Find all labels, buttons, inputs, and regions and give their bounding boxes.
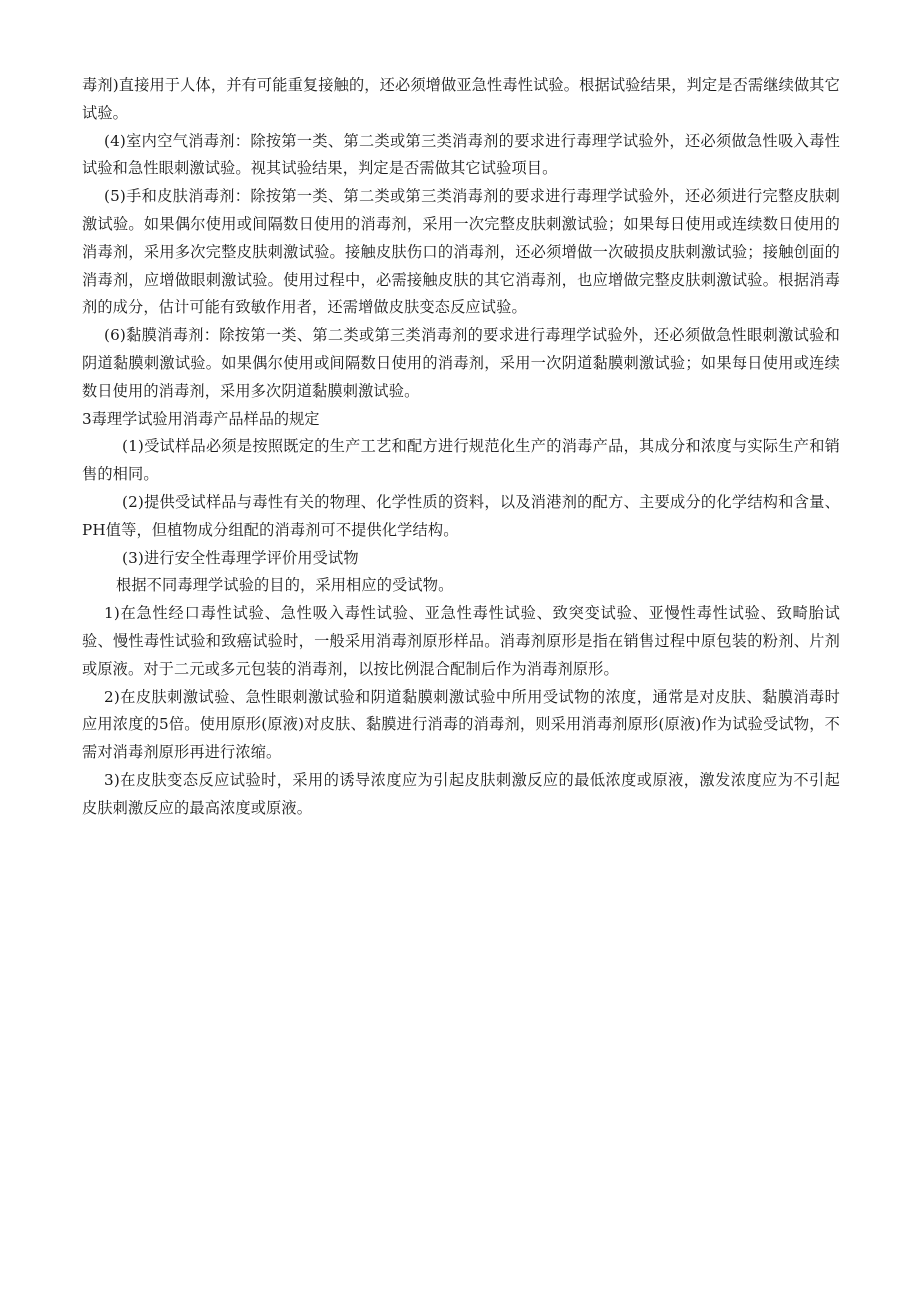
paragraph-item-1: 1)在急性经口毒性试验、急性吸入毒性试验、亚急性毒性试验、致突变试验、亚慢性毒性试验、致畸胎试验、慢性毒性试验和致癌试验时，一般采用消毒剂原形样品。消毒剂原形是指在销售过程中原包装的粉剂、片剂或原液。对于二元或多元包装的消毒剂，以按比例混合配制后作为消毒剂原形。 bbox=[82, 604, 840, 678]
paragraph-item-3: 3)在皮肤变态反应试验时，采用的诱导浓度应为引起皮肤刺激反应的最低浓度或原液，激发浓度应为不引起皮肤刺激反应的最高浓度或原液。 bbox=[82, 770, 840, 817]
paragraph-hand-skin-disinfectant: (5)手和皮肤消毒剂：除按第一类、第二类或第三类消毒剂的要求进行毒理学试验外，还必须进行完整皮肤刺激试验。如果偶尔使用或间隔数日使用的消毒剂，采用一次完整皮肤刺激试验；如果每日使用或连续数日使用的消毒剂，采用多次完整皮肤刺激试验。接触皮肤伤口的消毒剂，还必须增做一次破损皮肤刺激试验；接触创面的消毒剂，应增做眼刺激试验。使用过程中，必需接触皮肤的其它消毒剂，也应增做完整皮肤刺激试验。根据消毒剂的成分，估计可能有致敏作用者，还需增做皮肤变态反应试验。 bbox=[82, 187, 840, 317]
paragraph-item-2: 2)在皮肤刺激试验、急性眼刺激试验和阴道黏膜刺激试验中所用受试物的浓度，通常是对皮肤、黏膜消毒时应用浓度的5倍。使用原形(原液)对皮肤、黏膜进行消毒的消毒剂，则采用消毒剂原形(原液)作为试验受试物，不需对消毒剂原形再进行浓缩。 bbox=[82, 687, 840, 762]
paragraph-mucosa-disinfectant: (6)黏膜消毒剂：除按第一类、第二类或第三类消毒剂的要求进行毒理学试验外，还必须做急性眼刺激试验和阴道黏膜刺激试验。如果偶尔使用或间隔数日使用的消毒剂，采用一次阴道黏膜刺激试验；如果每日使用或连续数日使用的消毒剂，采用多次阴道黏膜刺激试验。 bbox=[82, 326, 840, 400]
paragraph-sample-requirement-3: (3)进行安全性毒理学评价用受试物 bbox=[122, 548, 359, 567]
paragraph-indoor-air-disinfectant: (4)室内空气消毒剂：除按第一类、第二类或第三类消毒剂的要求进行毒理学试验外，还必须做急性吸入毒性试验和急性眼刺激试验。视其试验结果，判定是否需做其它试验项目。 bbox=[82, 131, 840, 178]
document-page bbox=[82, 72, 840, 823]
section-heading-3: 3毒理学试验用消毒产品样品的规定 bbox=[82, 409, 320, 428]
paragraph-sample-requirement-1: (1)受试样品必须是按照既定的生产工艺和配方进行规范化生产的消毒产品，其成分和浓度与实际生产和销售的相同。 bbox=[82, 437, 840, 484]
paragraph-test-purpose: 根据不同毒理学试验的目的，采用相应的受试物。 bbox=[116, 576, 454, 595]
paragraph-sample-requirement-2: (2)提供受试样品与毒性有关的物理、化学性质的资料，以及消港剂的配方、主要成分的化学结构和含量、PH值等，但植物成分组配的消毒剂可不提供化学结构。 bbox=[82, 492, 840, 539]
paragraph-continuation: 毒剂)直接用于人体，并有可能重复接触的，还必须增做亚急性毒性试验。根据试验结果，判定是否需继续做其它试验。 bbox=[82, 76, 840, 122]
